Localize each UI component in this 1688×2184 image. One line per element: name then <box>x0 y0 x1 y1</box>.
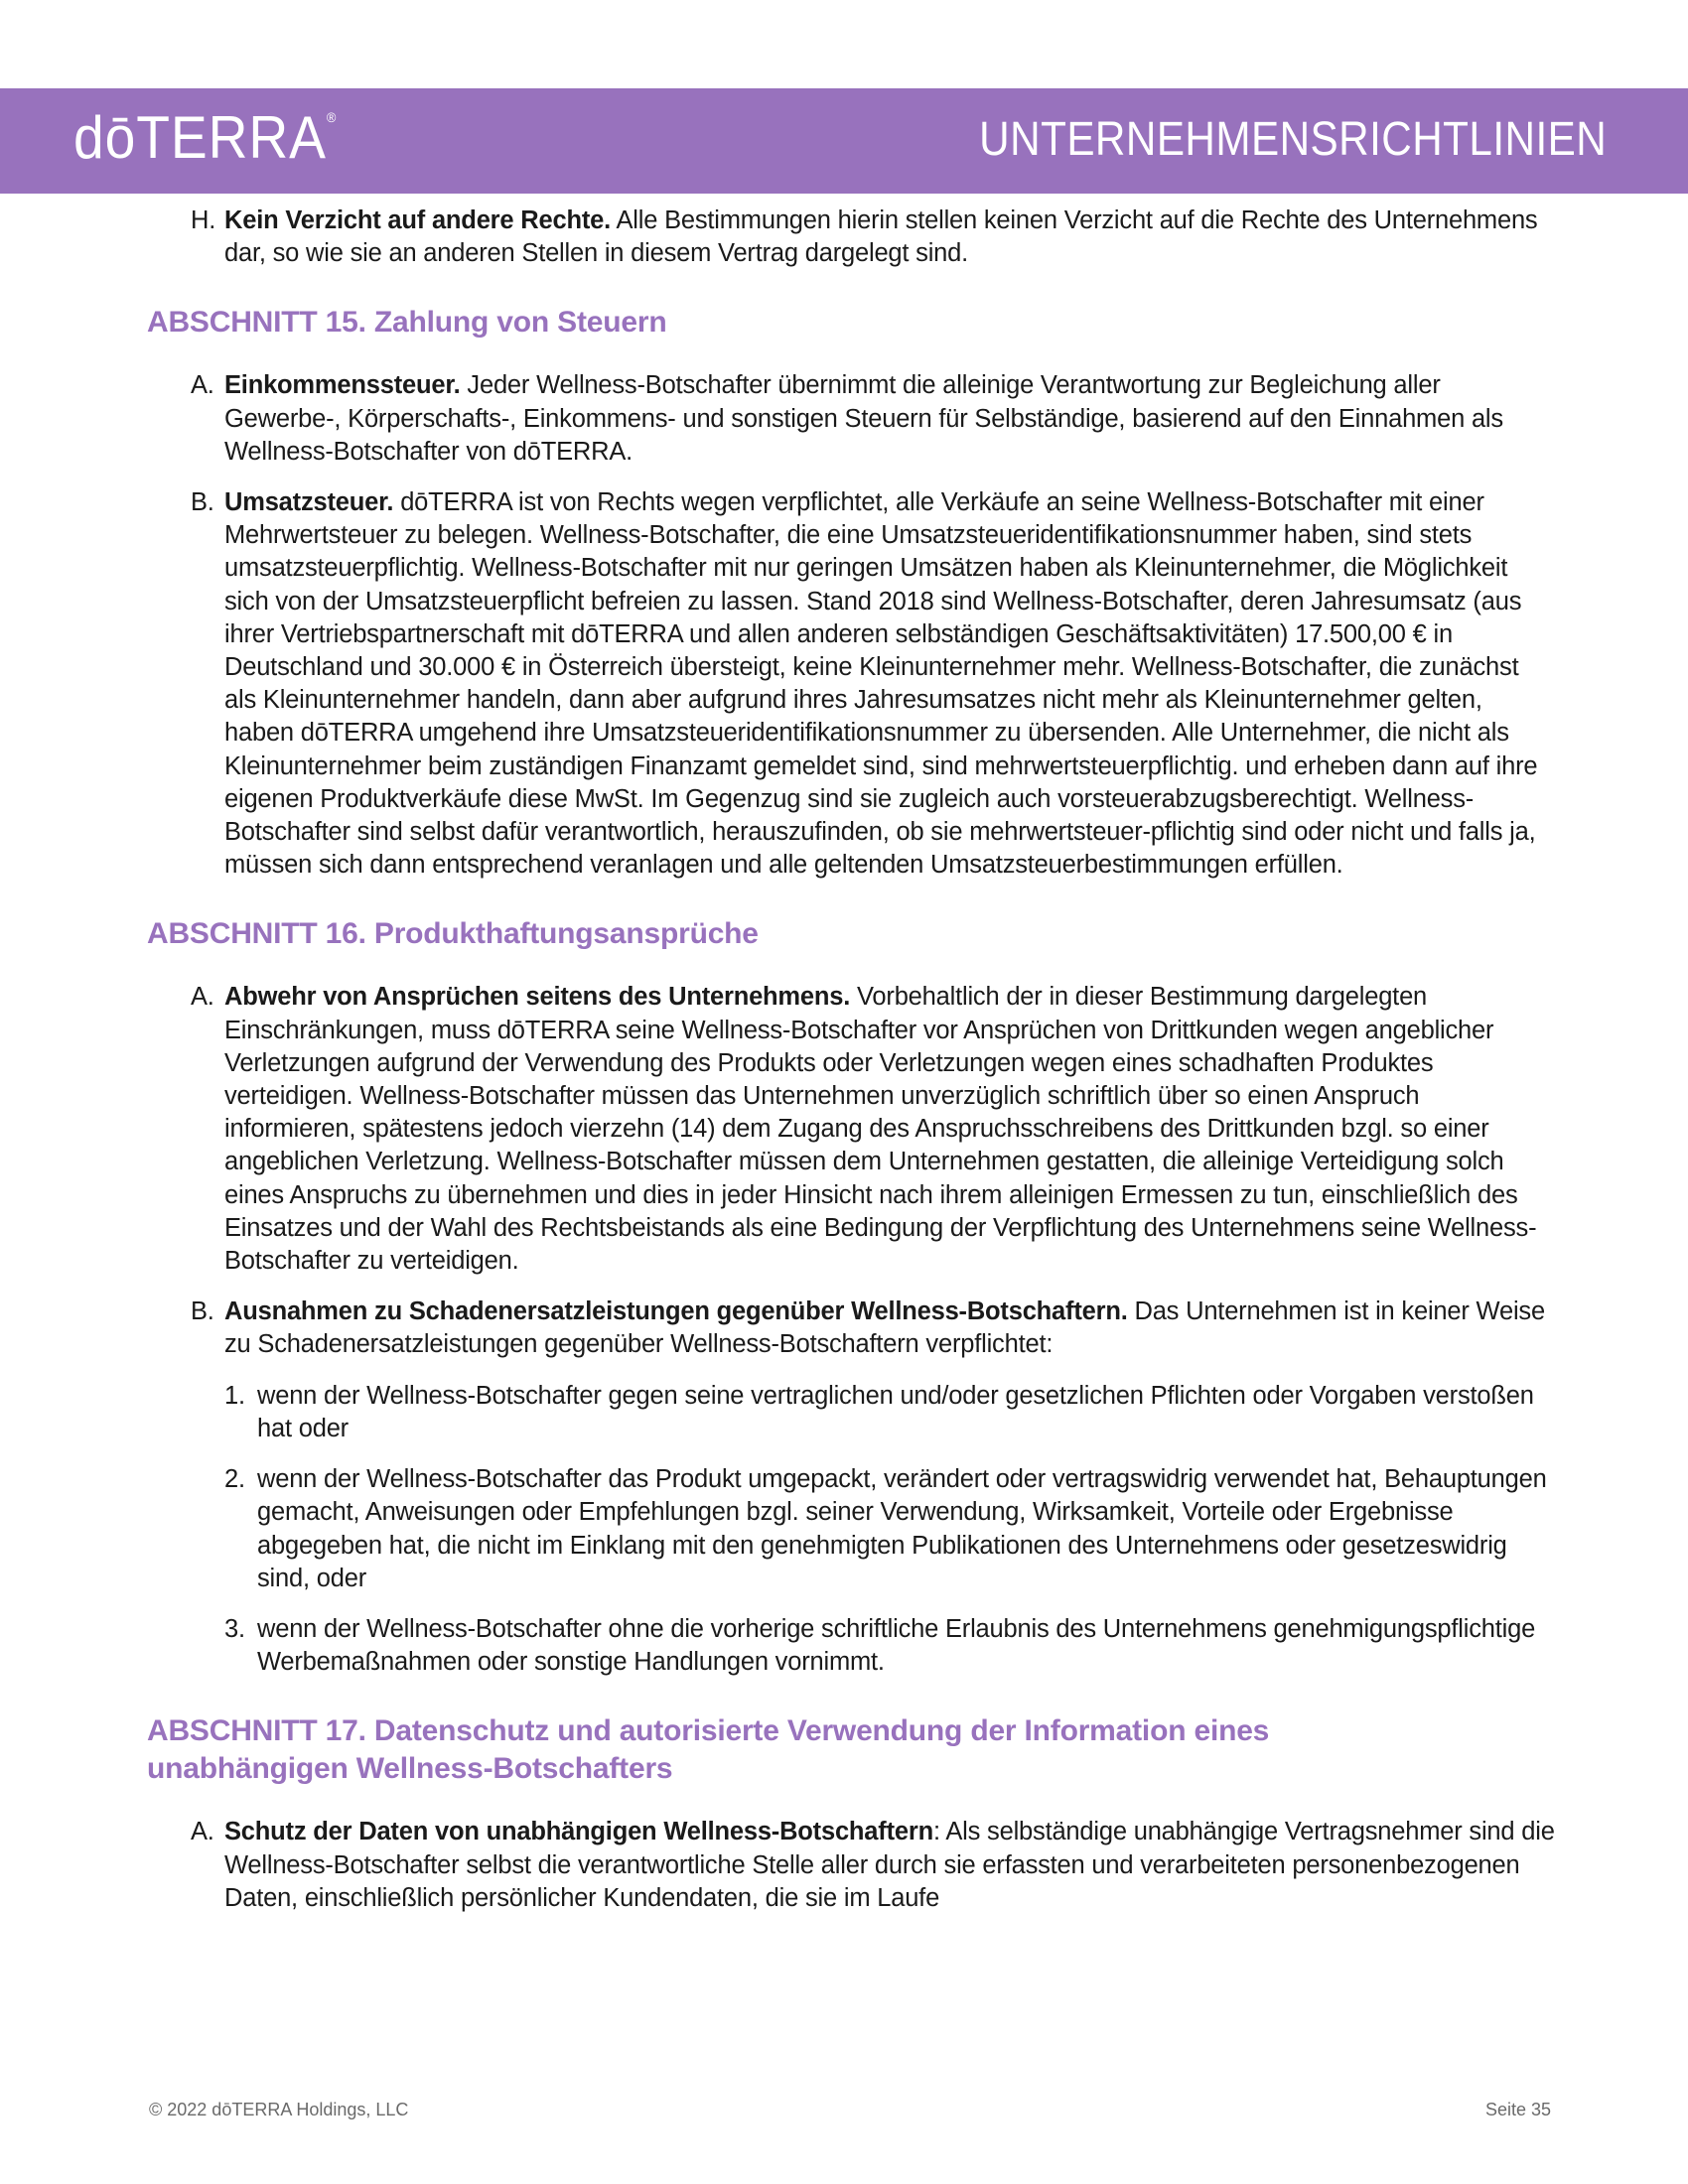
list-marker: B. <box>191 488 214 517</box>
subitem-body: wenn der Wellness-Botschafter gegen seine vertraglichen und/oder gesetzlichen Pflichten oder Vorgaben verstoßen hat oder <box>257 1381 1534 1442</box>
item-body: Vorbehaltlich der in dieser Bestimmung dargelegten Einschränkungen, muss dōTERRA seine Wellness-Botschafter vor Ansprüchen von Drittkunden wegen angeblicher Verletzungen aufgrund der Verwendung des Produkts oder Verletzungen wegen eines schadhaften Produktes verteidigen. Wellness-Botschafter müssen das Unternehmen unverzüglich schriftlich über so einen Anspruch informieren, spätestens jedoch vierzehn (14) dem Zugang des Anspruchsschreibens des Drittkunden bzgl. so einer angeblichen Verletzung. Wellness-Botschafter müssen dem Unternehmen gestatten, die alleinige Verteidigung solch eines Anspruchs zu übernehmen und dies in jeder Hinsicht nach ihrem alleinigen Ermessen zu tun, einschließlich des Einsatzes und der Wahl des Rechtsbeistands als eine Bedingung der Verpflichtung des Unternehmens seine Wellness-Botschafter zu verteidigen. <box>224 983 1537 1276</box>
section-16-heading: ABSCHNITT 16. Produkthaftungsansprüche <box>147 917 759 951</box>
item-body: Alle Bestimmungen hierin stellen keinen Verzicht auf die Rechte des Unternehmens dar, so wie sie an anderen Stellen in diesem Vertrag dargelegt sind. <box>224 206 1538 268</box>
item-body: : Als selbständige unabhängige Vertragsnehmer sind die Wellness-Botschafter selbst die verantwortliche Stelle aller durch sie erfassten und verarbeiteten personenbezogenen Daten, einschließlich persönlicher Kundendaten, die sie im Laufe <box>224 1818 1555 1912</box>
item-body: dōTERRA ist von Rechts wegen verpflichtet, alle Verkäufe an seine Wellness-Botschafter mit einer Mehrwertsteuer zu belegen. Wellness-Botschafter, die eine Umsatzsteueridentifikationsnummer haben, sind stets umsatzsteuerpflichtig. Wellness-Botschafter mit nur geringen Umsätzen haben als Kleinunternehmer, die Möglichkeit sich von der Umsatzsteuerpflicht befreien zu lassen. Stand 2018 sind Wellness-Botschafter, deren Jahresumsatz (aus ihrer Vertriebspartnerschaft mit dōTERRA und allen anderen selbständigen Geschäftsaktivitäten) 17.500,00 € in Deutschland und 30.000 € in Österreich übersteigt, keine Kleinunternehmer mehr. Wellness-Botschafter, die zunächst als Kleinunternehmer handeln, dann aber aufgrund ihres Jahresumsatzes nicht mehr als Kleinunternehmer gelten, haben dōTERRA umgehend ihre Umsatzsteueridentifikationsnummer zu übersenden. Alle Unternehmer, die nicht als Kleinunternehmer beim zuständigen Finanzamt gemeldet sind, sind mehrwertsteuerpflichtig. und erheben dann auf ihre eigenen Produktverkäufe diese MwSt. Im Gegenzug sind sie zugleich auch vorsteuerabzugsberechtigt. Wellness-Botschafter sind selbst dafür verantwortlich, herauszufinden, ob sie mehrwertsteuer-pflichtig sind oder nicht und falls ja, müssen sich dann entsprechend veranlagen und alle geltenden Umsatzsteuerbestimmungen erfüllen. <box>224 488 1538 880</box>
list-marker: A. <box>191 983 214 1012</box>
item-title: Schutz der Daten von unabhängigen Wellness-Botschaftern <box>224 1818 933 1846</box>
list-marker: A. <box>191 1818 214 1846</box>
item-title: Abwehr von Ansprüchen seitens des Unternehmens. <box>224 983 851 1012</box>
item-title: Umsatzsteuer. <box>224 488 394 517</box>
page-content <box>147 205 1557 1915</box>
footer-copyright: © 2022 dōTERRA Holdings, LLC <box>149 2100 409 2119</box>
list-marker: H. <box>191 206 216 234</box>
section-17-item-a <box>147 1816 1557 1915</box>
logo-text: dōTERRA <box>73 104 327 171</box>
section-17-heading: ABSCHNITT 17. Datenschutz und autorisierte Verwendung der Information eines unabhängigen Wellness-Botschafters <box>147 1714 1270 1786</box>
item-title: Ausnahmen zu Schadenersatzleistungen gegenüber Wellness-Botschaftern. <box>224 1297 1128 1326</box>
list-marker: 2. <box>224 1465 245 1494</box>
footer-page-number: Seite 35 <box>1484 2100 1551 2119</box>
section-15-item-a <box>147 369 1557 469</box>
section-16-subitem-3 <box>147 1613 1557 1679</box>
item-body: Das Unternehmen ist in keiner Weise zu Schadenersatzleistungen gegenüber Wellness-Botschaftern verpflichtet: <box>224 1297 1545 1359</box>
section-16-subitem-2 <box>147 1463 1557 1595</box>
list-marker: B. <box>191 1297 214 1326</box>
document-title: UNTERNEHMENSRICHTLINIEN <box>978 113 1607 166</box>
item-title: Kein Verzicht auf andere Rechte. <box>224 206 611 234</box>
section-16-item-b <box>147 1296 1557 1361</box>
subitem-body: wenn der Wellness-Botschafter das Produkt umgepackt, verändert oder vertragswidrig verwendet hat, Behauptungen gemacht, Anweisungen oder Empfehlungen bzgl. seiner Verwendung, Wirksamkeit, Vorteile oder Ergebnisse abgegeben hat, die nicht im Einklang mit den genehmigten Publikationen des Unternehmens oder gesetzeswidrig sind, oder <box>257 1465 1547 1592</box>
item-title: Einkommenssteuer. <box>224 371 461 400</box>
registered-mark-icon: ® <box>326 109 338 125</box>
subitem-body: wenn der Wellness-Botschafter ohne die vorherige schriftliche Erlaubnis des Unternehmens genehmigungspflichtige Werbemaßnahmen oder sonstige Handlungen vornimmt. <box>257 1614 1536 1677</box>
item-h-no-waiver <box>147 205 1557 270</box>
section-16-item-a <box>147 981 1557 1278</box>
list-marker: A. <box>191 371 214 400</box>
doterra-logo <box>73 104 338 171</box>
section-15-heading: ABSCHNITT 15. Zahlung von Steuern <box>147 306 667 340</box>
section-16-subitem-1 <box>147 1380 1557 1445</box>
list-marker: 1. <box>224 1381 245 1410</box>
item-body: Jeder Wellness-Botschafter übernimmt die alleinige Verantwortung zur Begleichung aller Gewerbe-, Körperschafts-, Einkommens- und sonstigen Steuern für Selbständige, basierend auf den Einnahmen als Wellness-Botschafter von dōTERRA. <box>224 371 1503 466</box>
list-marker: 3. <box>224 1614 245 1643</box>
header-banner <box>0 88 1688 194</box>
section-15-item-b <box>147 486 1557 882</box>
